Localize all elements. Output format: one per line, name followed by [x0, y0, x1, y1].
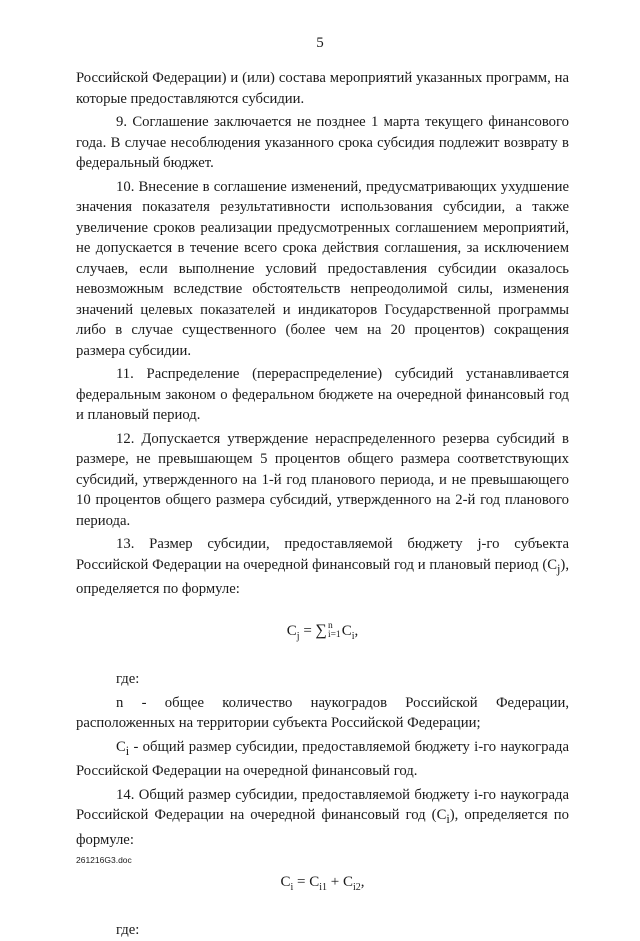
paragraph-14-text: 14. Общий размер субсидии, предоставляемой бюджету i-го наукограда Российской Федерации на очередной финансовый год (C: [76, 786, 569, 824]
paragraph-14: [76, 785, 569, 850]
formula-comma: ,: [354, 623, 359, 640]
document-footer-filename: 261216G3.doc: [76, 855, 132, 865]
formula2-equals: =: [293, 874, 310, 891]
page-number: 5: [316, 35, 324, 51]
formula-equals: =: [299, 623, 316, 640]
paragraph-11: 11. Распределение (перераспределение) субсидий устанавливается федеральным законом о федеральном бюджете на очередной финансовый год и плановый период.: [76, 366, 569, 423]
formula2-term-b-subscript: i2: [353, 882, 361, 894]
formula2-term-a-subscript: i1: [319, 882, 328, 894]
paragraph-9: 9. Соглашение заключается не позднее 1 марта текущего финансового года. В случае несоблюдения указанного срока субсидия подлежит возврату в федеральный бюджет.: [76, 114, 569, 171]
formula-term: C: [341, 623, 352, 640]
paragraph-14-subscript: i: [446, 812, 450, 827]
formula-lhs-subscript: j: [296, 631, 300, 643]
summation-lower-limit: i=1: [327, 630, 341, 640]
definition-ci-subscript: i: [125, 743, 130, 758]
formula-subsidy-naukograd: [76, 872, 569, 898]
formula2-term-a: C: [309, 874, 320, 891]
formula2-lhs-subscript: i: [290, 882, 294, 894]
definition-n: n - общее количество наукоградов Российской Федерации, расположенных на территории субъекта Российской Федерации;: [76, 694, 569, 732]
paragraph-13: [76, 534, 569, 599]
where-label-1: где:: [116, 671, 140, 688]
definition-ci-text: - общий размер субсидии, предоставляемой бюджету i-го наукограда Российской Федерации на очередной финансовый год.: [76, 738, 569, 780]
definition-ci-symbol: C: [116, 738, 126, 755]
formula2-comma: ,: [360, 874, 365, 891]
formula2-plus: +: [327, 874, 343, 891]
formula2-term-b: C: [342, 874, 353, 891]
formula-term-subscript: i: [351, 631, 355, 643]
where-label-2: где:: [116, 922, 140, 939]
paragraph-12: 12. Допускается утверждение нераспределенного резерва субсидий в размере, не превышающем 5 процентов общего размера соответствующих субсидий, утвержденного на 1-й год планового периода, и не превышающего 10 процентов общего размера субсидий, утвержденного на 2-й год планового периода.: [76, 430, 569, 529]
summation-limits: [328, 622, 341, 640]
summation-symbol: ∑: [315, 622, 327, 640]
paragraph-continuation: Российской Федерации) и (или) состава мероприятий указанных программ, на которые предоставляются субсидии.: [76, 70, 569, 107]
formula-subsidy-subject: [76, 621, 569, 647]
formula-lhs: C: [286, 623, 297, 640]
paragraph-14-tail: ), определяется по формуле:: [76, 807, 569, 848]
paragraph-13-subscript: j: [557, 561, 561, 576]
paragraph-10: 10. Внесение в соглашение изменений, предусматривающих ухудшение значения показателя результативности использования субсидии, а также увеличение сроков реализации предусмотренных соглашением мероприятий, не допускается в течение всего срока действия соглашения, за исключением случаев, если выполнение условий предоставления субсидии оказалось невозможным вследствие обстоятельств непреодолимой силы, изменения значений целевых показателей и индикаторов Государственной программы либо в случае существенного (более чем на 20 процентов) сокращения размера субсидии.: [76, 178, 569, 359]
paragraph-13-tail: ), определяется по формуле:: [76, 556, 569, 597]
paragraph-13-text: 13. Размер субсидии, предоставляемой бюджету j-го субъекта Российской Федерации на очередной финансовый год и плановый период (C: [76, 536, 569, 573]
document-body: [76, 68, 569, 941]
definition-ci: [76, 737, 569, 782]
formula2-lhs: C: [280, 874, 291, 891]
summation-upper-limit: n: [327, 621, 333, 631]
